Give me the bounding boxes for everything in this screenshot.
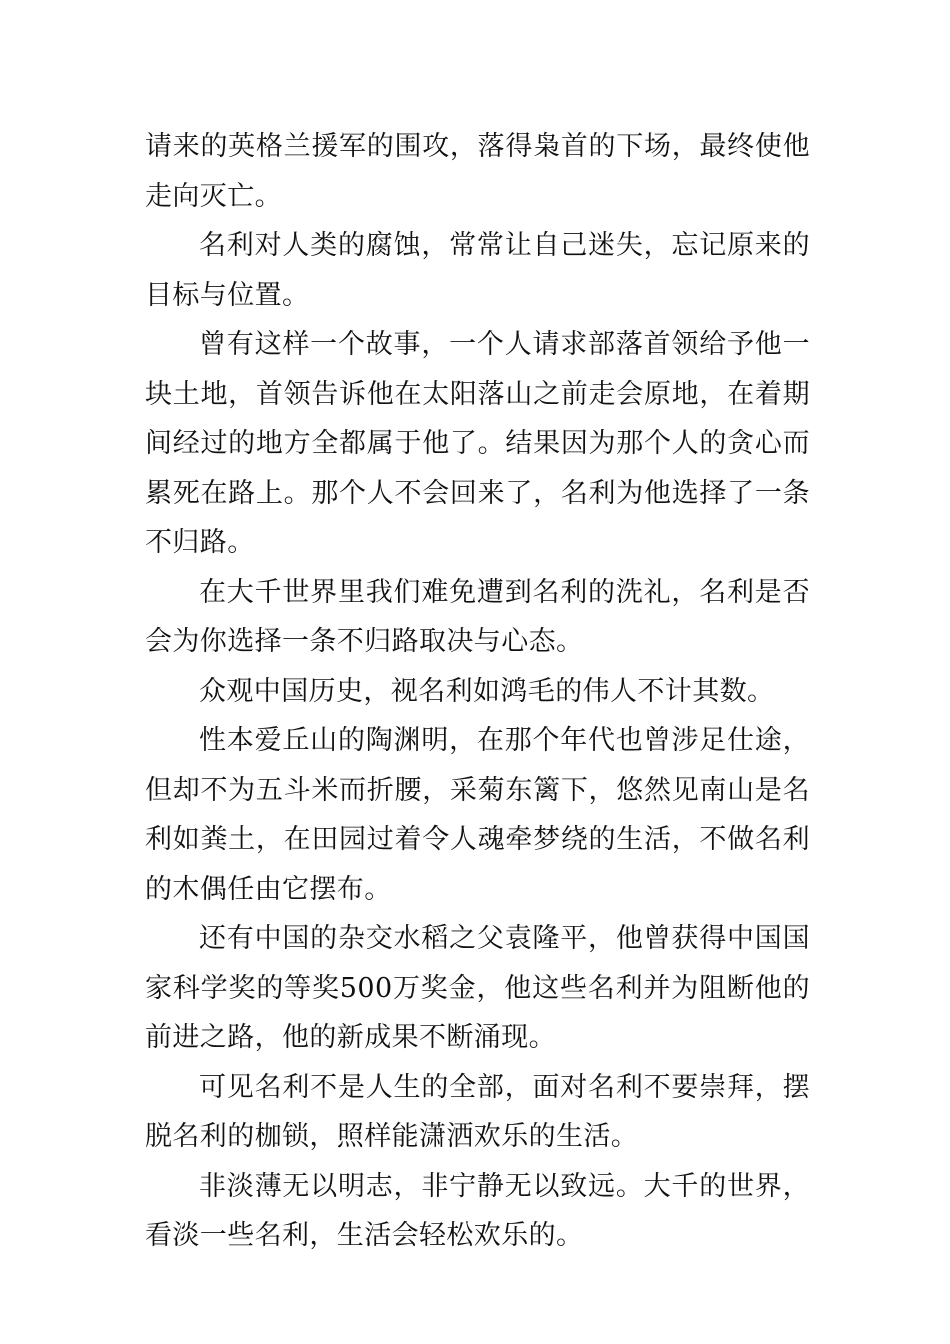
essay-body [145,122,810,1261]
paragraph-9: 非淡薄无以明志，非宁静无以致远。大千的世界，看淡一些名利，生活会轻松欢乐的。 [145,1170,810,1251]
paragraph-8: 可见名利不是人生的全部，面对名利不要崇拜，摆脱名利的枷锁，照样能潇洒欢乐的生活。 [145,1071,810,1152]
paragraph-5: 众观中国历史，视名利如鸿毛的伟人不计其数。 [199,675,775,707]
paragraph-1: 请来的英格兰援军的围攻，落得枭首的下场，最终使他走向灭亡。 [145,131,810,212]
paragraph-3: 曾有这样一个故事，一个人请求部落首领给予他一块土地，首领告诉他在太阳落山之前走会原地，在着期间经过的地方全都属于他了。结果因为那个人的贪心而累死在路上。那个人不会回来了，名利为他选择了一条不归路。 [145,329,810,558]
paragraph-2: 名利对人类的腐蚀，常常让自己迷失，忘记原来的目标与位置。 [145,230,810,311]
paragraph-6: 性本爱丘山的陶渊明，在那个年代也曾涉足仕途，但却不为五斗米而折腰，采菊东篱下，悠然见南山是名利如粪土，在田园过着令人魂牵梦绕的生活，不做名利的木偶任由它摆布。 [145,725,810,905]
paragraph-4: 在大千世界里我们难免遭到名利的洗礼，名利是否会为你选择一条不归路取决与心态。 [145,576,810,657]
paragraph-7: 还有中国的杂交水稻之父袁隆平，他曾获得中国国家科学奖的等奖500万奖金，他这些名利并为阻断他的前进之路，他的新成果不断涌现。 [145,923,810,1053]
